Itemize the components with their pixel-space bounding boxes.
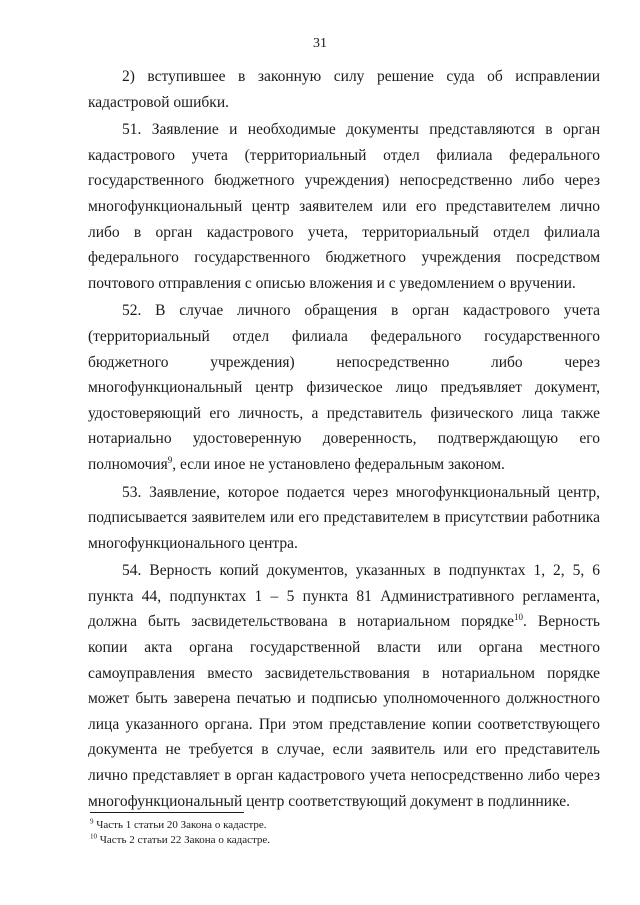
paragraph — [88, 64, 600, 115]
paragraph-text: , если иное не установлено федеральным законом. — [172, 455, 505, 473]
footnote — [90, 833, 590, 848]
paragraph — [88, 117, 600, 296]
footnote-text: Часть 1 статьи 20 Закона о кадастре. — [96, 819, 267, 831]
paragraph — [88, 558, 600, 814]
footnotes — [90, 818, 590, 848]
footnote-reference: 9 — [167, 454, 173, 465]
paragraph-text: 52. В случае личного обращения в орган кадастрового учета (территориальный отдел филиала федерального государственного бюджетного учреждения) непосредственно либо через многофункциональный центр физическое лицо предъявляет документ, удостоверяющий его личность, а представитель физического лица также нотариально удостоверенную доверенность, подтверждающую его полномочия — [88, 302, 600, 473]
paragraph-text: 54. Верность копий документов, указанных в подпунктах 1, 2, 5, 6 пункта 44, подпунктах 1 – 5 пункта 81 Административного регламента, должна быть засвидетельствована в нотариальном порядке — [88, 562, 600, 631]
footnote-text: Часть 2 статьи 22 Закона о кадастре. — [99, 834, 271, 846]
paragraph-text: . Верность копии акта органа государственной власти или органа местного самоуправления вместо засвидетельствования в нотариальном порядке может быть заверена печатью и подписью уполномоченного должностного лица указанного органа. При этом представление копии соответствующего документа не требуется в случае, если заявитель или его представитель лично представляет в орган кадастрового учета непосредственно либо через многофункциональный центр соответствующий документ в подлиннике. — [88, 613, 600, 810]
footnote — [90, 818, 590, 833]
body-text — [88, 64, 600, 816]
footnote-divider — [90, 812, 244, 813]
footnote-mark: 9 — [90, 817, 94, 826]
paragraph — [88, 480, 600, 557]
paragraph — [88, 298, 600, 477]
paragraph-text: 51. Заявление и необходимые документы представляются в орган кадастрового учета (территориальный отдел филиала федерального государственного бюджетного учреждения) непосредственно либо через многофункциональный центр заявителем или его представителем лично либо в орган кадастрового учета, территориальный отдел филиала федерального государственного бюджетного учреждения посредством почтового отправления с описью вложения и с уведомлением о вручении. — [88, 121, 600, 292]
paragraph-text: 53. Заявление, которое подается через многофункциональный центр, подписывается заявителем или его представителем в присутствии работника многофункционального центра. — [88, 483, 600, 552]
paragraph-text: 2) вступившее в законную силу решение суда об исправлении кадастровой ошибки. — [88, 68, 600, 111]
page-number: 31 — [313, 36, 327, 51]
footnote-mark: 10 — [90, 832, 97, 841]
footnote-reference: 10 — [513, 612, 523, 623]
